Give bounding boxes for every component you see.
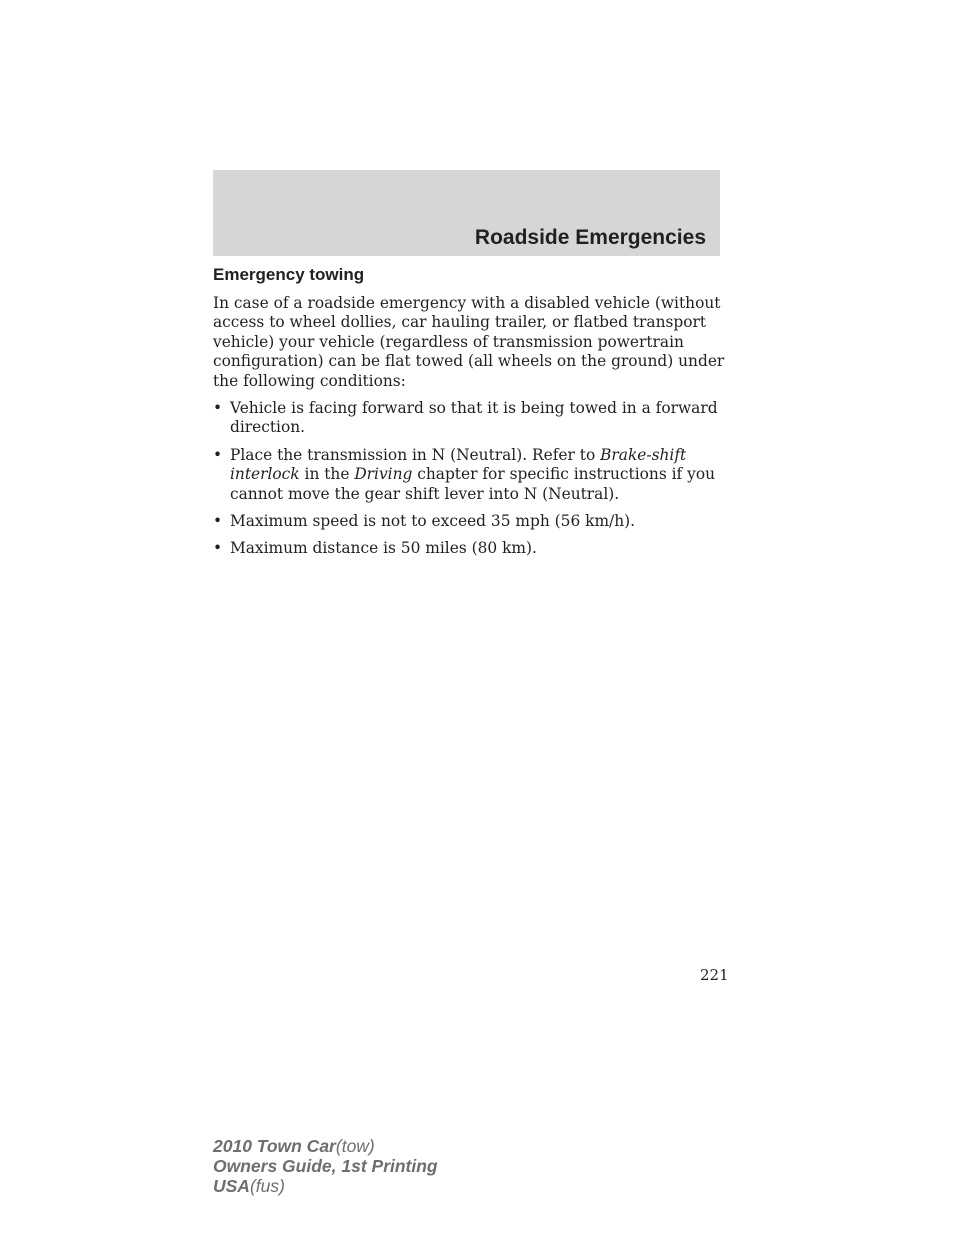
footer-line-model: [213, 1136, 438, 1156]
list-item-text: Maximum distance is 50 miles (80 km).: [230, 539, 537, 558]
intro-paragraph: In case of a roadside emergency with a disabled vehicle (without access to wheel dollies, car hauling trailer, or flatbed transport vehicle) your vehicle (regardless of transmission powertrain configuration) can be flat towed (all wheels on the ground) under the following conditions:: [213, 294, 725, 390]
list-item-text: Maximum speed is not to exceed 35 mph (56 km/h).: [230, 512, 636, 531]
page-content: [213, 264, 728, 567]
list-item: [213, 512, 728, 531]
list-item-text: in the: [299, 465, 355, 484]
cross-reference-driving-chapter: Driving: [354, 465, 413, 484]
list-item-text: Place the transmission in N (Neutral). Refer to: [230, 445, 601, 464]
list-item: [213, 446, 728, 504]
bullet-icon: •: [213, 512, 223, 531]
footer-line-printing: Owners Guide, 1st Printing: [213, 1156, 438, 1176]
list-item: [213, 539, 728, 558]
footer-market-code: (fus): [249, 1176, 285, 1196]
page-number: 221: [700, 966, 729, 984]
section-title: Roadside Emergencies: [474, 226, 706, 249]
footer-imprint: [213, 1136, 438, 1196]
bullet-icon: •: [213, 445, 223, 464]
footer-model-code: (tow): [335, 1136, 375, 1156]
list-item: [213, 399, 728, 438]
bullet-icon: •: [213, 399, 223, 418]
section-heading: Emergency towing: [213, 265, 365, 284]
cross-reference-brake-shift-interlock: Brake-shift interlock: [230, 445, 687, 484]
footer-line-market: [213, 1176, 438, 1196]
section-header-band: [213, 170, 720, 256]
list-item-text: Vehicle is facing forward so that it is being towed in a forward direction.: [230, 399, 718, 437]
footer-model-name: 2010 Town Car: [213, 1136, 336, 1156]
list-item-text: chapter for specific instructions if you cannot move the gear shift lever into N (Neutral).: [230, 465, 716, 503]
bullet-icon: •: [213, 539, 223, 558]
footer-market-name: USA: [213, 1176, 250, 1196]
conditions-list: [213, 399, 728, 559]
